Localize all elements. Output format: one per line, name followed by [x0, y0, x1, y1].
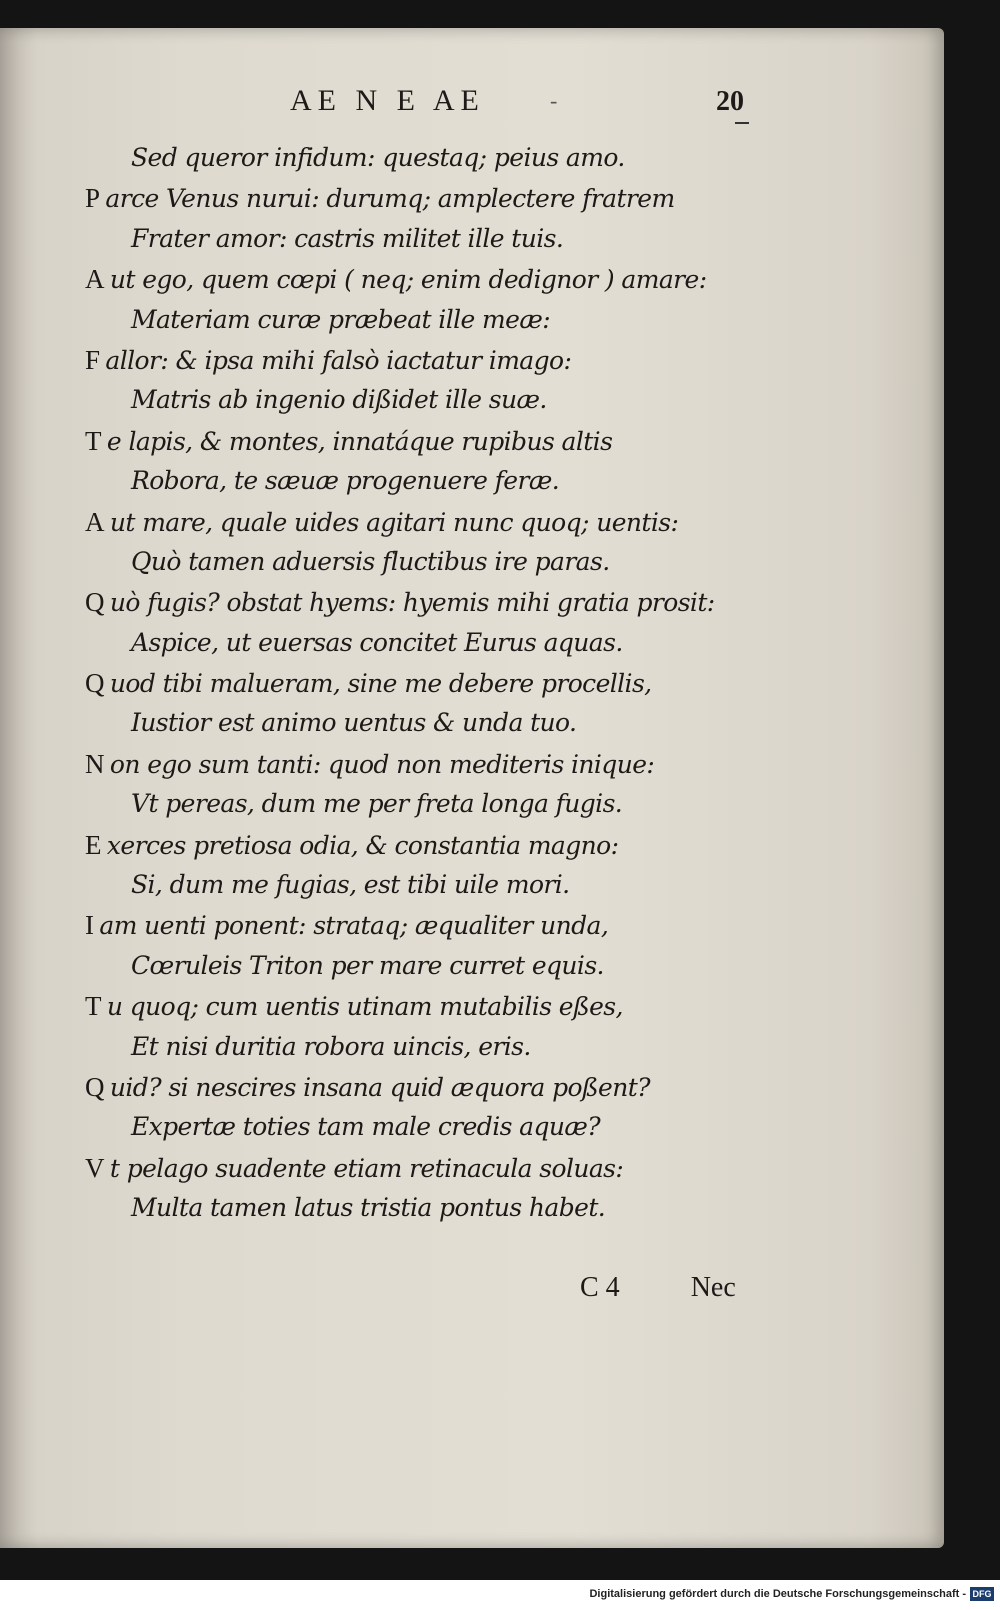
line-text: t pelago suadente etiam retinacula soluas: [109, 1153, 624, 1183]
line-text: Frater amor: castris militet ille tuis. [131, 223, 564, 253]
line-text: allor: & ipsa mihi falsò iactatur imago: [105, 345, 572, 375]
verse-line [85, 623, 725, 663]
verse-line [85, 380, 725, 420]
line-text: Multa tamen latus tristia pontus habet. [131, 1193, 606, 1223]
verse-line [85, 1027, 725, 1067]
digitization-notice: Digitalisierung gefördert durch die Deutsche Forschungsgemeinschaft - [589, 1588, 966, 1600]
catchline [580, 1272, 736, 1304]
line-initial: T [85, 991, 101, 1022]
catchword: Nec [690, 1272, 736, 1303]
line-text: uò fugis? obstat hyems: hyemis mihi gratia prosit: [109, 588, 715, 618]
line-text: Aspice, ut euersas concitet Eurus aquas. [131, 627, 623, 657]
line-text: u quoq; cum uentis utinam mutabilis eßes, [106, 992, 623, 1022]
line-initial: N [85, 748, 104, 779]
line-initial: P [85, 183, 100, 214]
verse-line [85, 502, 725, 542]
verse-line [85, 421, 725, 461]
signature-mark: C 4 [580, 1272, 620, 1303]
line-initial: Q [85, 668, 104, 699]
line-text: Materiam curæ præbeat ille meæ: [131, 304, 551, 334]
verse-line [85, 986, 725, 1026]
line-initial: A [85, 264, 104, 295]
book-page [0, 28, 944, 1548]
verse-line [85, 138, 725, 178]
line-initial: A [85, 506, 104, 537]
line-text: Sed queror infidum: questaq; peius amo. [131, 143, 625, 172]
line-initial: I [85, 910, 94, 941]
line-text: Et nisi duritia robora uincis, eris. [131, 1031, 531, 1061]
verse-line [85, 865, 725, 905]
line-text: Robora, te sæuæ progenuere feræ. [131, 466, 560, 496]
running-head: AE N E AE [290, 84, 485, 117]
line-initial: Q [85, 1071, 104, 1102]
verse-line [85, 461, 725, 501]
verse-line [85, 582, 725, 622]
line-text: ut ego, quem cœpi ( neq; enim dedignor ) amare: [109, 265, 707, 295]
line-text: Matris ab ingenio dißidet ille suæ. [131, 385, 547, 415]
verse-line [85, 178, 725, 218]
line-text: Expertæ toties tam male credis aquæ? [131, 1112, 601, 1142]
folio-rule [735, 122, 749, 124]
line-text: uod tibi malueram, sine me debere procellis, [109, 669, 652, 699]
line-text: Si, dum me fugias, est tibi uile mori. [131, 870, 570, 900]
line-text: Cœruleis Triton per mare curret equis. [131, 950, 604, 980]
dfg-logo-icon: DFG [970, 1587, 994, 1601]
line-text: Iustior est animo uentus & unda tuo. [131, 708, 577, 738]
digitization-footer [0, 1580, 1000, 1610]
verse-line [85, 300, 725, 340]
verse-line [85, 784, 725, 824]
verse-line [85, 1107, 725, 1147]
line-initial: T [85, 425, 101, 456]
line-initial: E [85, 829, 101, 860]
line-text: Quò tamen aduersis fluctibus ire paras. [131, 546, 610, 576]
verse-line [85, 542, 725, 582]
verse-line [85, 340, 725, 380]
verse-line [85, 219, 725, 259]
verse-line [85, 946, 725, 986]
verse-line [85, 663, 725, 703]
verse-line [85, 1148, 725, 1188]
line-initial: V [85, 1152, 104, 1183]
verse-line [85, 259, 725, 299]
verse-line [85, 703, 725, 743]
verse-line [85, 1188, 725, 1228]
line-initial: F [85, 344, 100, 375]
line-text: e lapis, & montes, innatáque rupibus altis [106, 426, 613, 456]
verse-line [85, 825, 725, 865]
line-text: ut mare, quale uides agitari nunc quoq; uentis: [109, 507, 679, 537]
verse-line [85, 905, 725, 945]
line-initial: Q [85, 587, 104, 618]
folio-number: 20 [716, 86, 744, 117]
line-text: uid? si nescires insana quid æquora poßent? [109, 1072, 650, 1102]
line-text: on ego sum tanti: quod non mediteris inique: [109, 749, 655, 779]
line-text: arce Venus nurui: durumq; amplectere fratrem [105, 184, 675, 214]
verse-line [85, 1067, 725, 1107]
line-text: Vt pereas, dum me per freta longa fugis. [131, 789, 623, 819]
line-text: xerces pretiosa odia, & constantia magno: [106, 830, 619, 860]
running-head-dash: - [550, 88, 558, 113]
verse-line [85, 744, 725, 784]
line-text: am uenti ponent: strataq; æqualiter unda, [99, 911, 609, 941]
verse-text-block [85, 138, 725, 1229]
